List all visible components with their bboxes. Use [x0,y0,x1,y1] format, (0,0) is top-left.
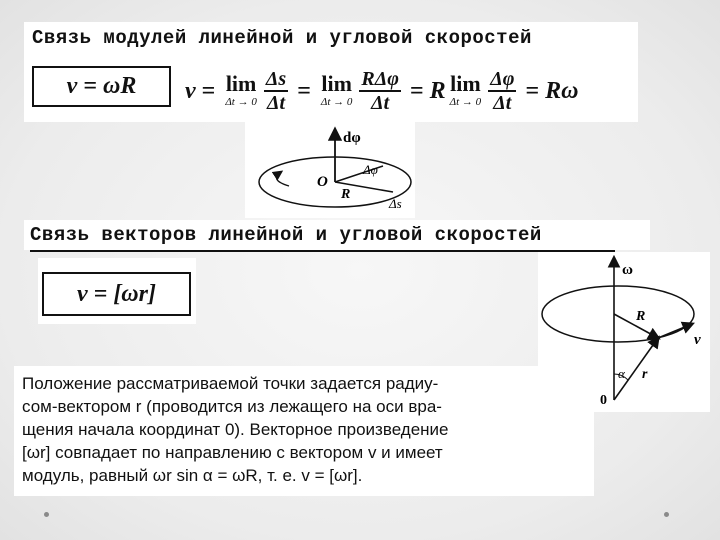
fraction-numerator: RΔφ [361,68,399,90]
label-origin: 0 [600,393,607,408]
label-omega: ω [622,262,633,278]
paragraph-line: щения начала координат 0). Векторное произведение [22,420,449,439]
rotation-direction-arrow [277,172,290,186]
label-delta-phi: Δφ [363,162,378,177]
section1-boxed-formula: v = ωR [32,66,171,107]
section1-derivation [185,66,579,116]
lim-word: lim [321,71,352,96]
slide-dot-left [44,512,49,517]
label-O: O [317,174,328,190]
label-alpha: α [618,366,625,381]
derivation-eq-4: = [525,77,540,104]
derivation-eq-3: = [409,77,424,104]
fraction-numerator: Δs [265,68,287,90]
section2-boxed-formula: v = [ωr] [42,272,191,316]
orbit-ellipse [542,286,694,342]
fraction-ds-dt [264,68,288,114]
derivation-eq-1: = [201,77,216,104]
label-R-vector: R [636,309,646,324]
label-dphi: dφ [343,130,361,146]
derivation-eq-2: = [297,77,311,104]
fraction-denominator: Δt [493,92,512,114]
derivation-result: Rω [545,77,579,104]
lim-word: lim [225,71,257,96]
derivation-v: v [185,77,196,104]
derivation-lim-1 [225,73,257,109]
label-r-vector: r [642,367,648,382]
rotation-diagram [245,122,415,218]
paragraph-line: [ωr] совпадает по направлению с вектором v и имеет [22,443,443,462]
explanation-paragraph [22,372,449,487]
derivation-lim-3 [450,73,482,109]
fraction-dphi-dt [488,68,516,114]
label-delta-s: Δs [389,196,402,211]
fraction-denominator: Δt [266,92,286,114]
paragraph-line: сом-вектором r (проводится из лежащего на оси вра- [22,397,442,416]
derivation-lim-2 [321,73,353,109]
derivation-R: R [429,77,446,104]
lim-word: lim [450,71,481,96]
lim-subscript: Δt → 0 [225,96,257,108]
section2-heading: Связь векторов линейной и угловой скоростей [30,224,542,246]
paragraph-line: модуль, равный ωr sin α = ωR, т. е. v = [ωr]. [22,466,363,485]
paragraph-line: Положение рассматриваемой точки задается радиу- [22,374,439,393]
label-R: R [341,187,351,202]
section2-heading-rule [30,250,615,252]
fraction-denominator: Δt [371,92,390,114]
slide-dot-right [664,512,669,517]
fraction-numerator: Δφ [490,68,515,90]
label-v-vector: v [694,332,701,348]
v-vector [658,324,692,338]
lim-subscript: Δt → 0 [449,96,482,108]
fraction-rdphi-dt [359,68,401,114]
lim-subscript: Δt → 0 [320,96,353,108]
section1-heading: Связь модулей линейной и угловой скоростей [32,27,532,49]
